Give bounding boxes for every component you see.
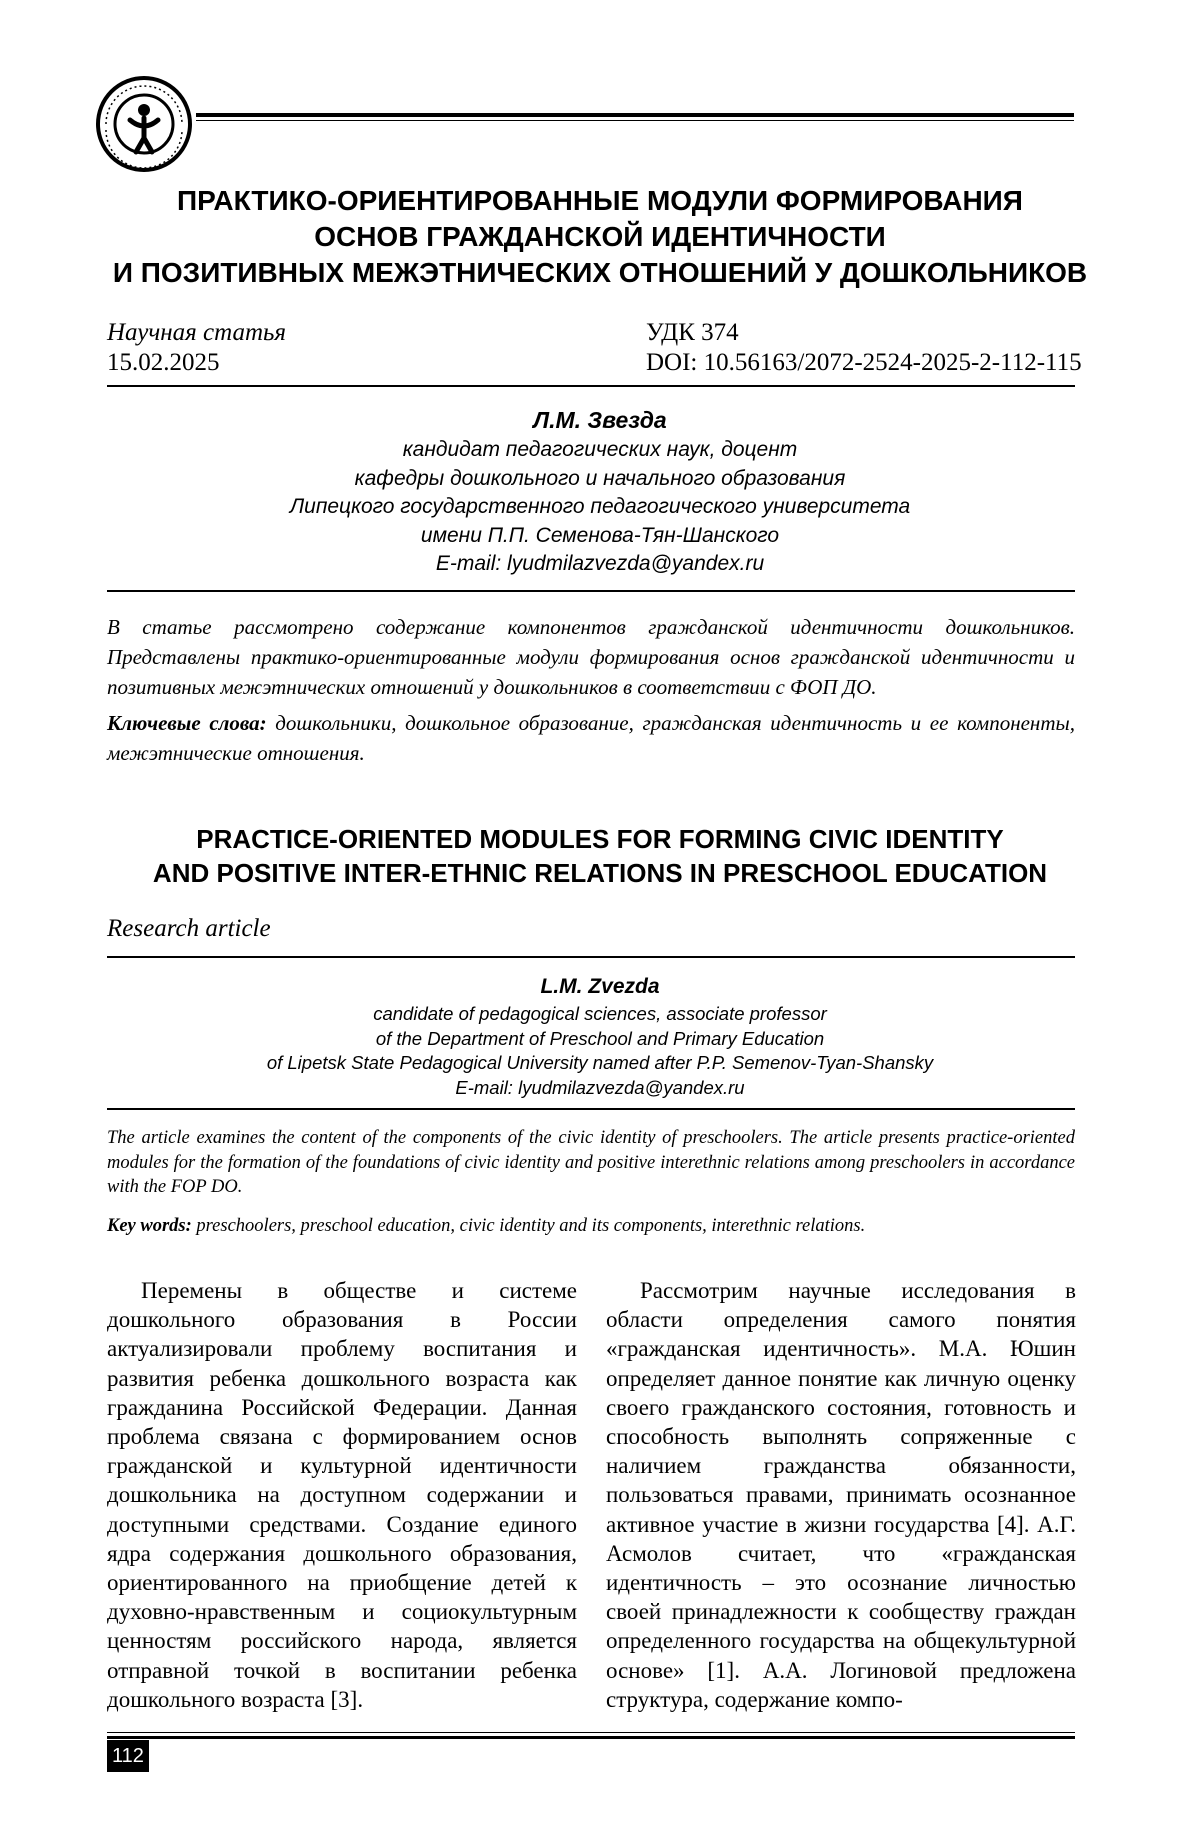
author-email[interactable]: E-mail: lyudmilazvezda@yandex.ru (435, 552, 765, 575)
footer-rule-thin (107, 1732, 1075, 1733)
meta-rule (107, 385, 1075, 387)
abstract-en (107, 1126, 1075, 1200)
title-ru-line: И ПОЗИТИВНЫХ МЕЖЭТНИЧЕСКИХ ОТНОШЕНИЙ У ДОШКОЛЬНИКОВ (112, 257, 1088, 288)
body-column-right (606, 1276, 1076, 1714)
author-name-ru: Л.М. Звезда (533, 407, 667, 433)
journal-logo-icon (94, 74, 194, 174)
abstract-en-text: The article examines the content of the components of the civic identity of preschoolers. The article presents practice-oriented modules for the formation of the foundations of civic identity and positive interethnic relations among preschoolers in accordance with the FOP DO. (107, 1128, 1075, 1197)
keywords-ru-text: дошкольники, дошкольное образование, гражданская идентичность и ее компоненты, межэтнические отношения. (107, 711, 1075, 765)
title-en-line: PRACTICE-ORIENTED MODULES FOR FORMING CIVIC IDENTITY (196, 824, 1004, 854)
author-rule-ru (107, 590, 1075, 592)
author-name-en: L.M. Zvezda (540, 975, 660, 998)
article-type-ru: Научная статья (107, 319, 287, 346)
keywords-label-en: Key words: (107, 1216, 192, 1236)
meta-rule-en (107, 956, 1075, 958)
body-paragraph: Перемены в обществе и системе дошкольного образования в России актуализировали проблему воспитания и развития ребенка дошкольного возраста как гражданина Российской Федерации. Данная проблема связана с формированием основ гражданской и культурной идентичности дошкольника на доступном содержании и доступными средствами. Создание единого ядра содержания дошкольного образования, ориентированного на приобщение детей к духовно-нравственным и социокультурным ценностям российского народа, является отправной точкой в воспитании ребенка дошкольного возраста [3]. (107, 1278, 577, 1712)
author-block-ru (100, 404, 1100, 579)
doi-link[interactable]: DOI: 10.56163/2072-2524-2025-2-112-115 (646, 349, 1082, 376)
keywords-en-text: preschoolers, preschool education, civic identity and its components, interethnic relations. (191, 1216, 866, 1236)
author-rule-en (107, 1108, 1075, 1110)
article-title-en (100, 822, 1100, 890)
keywords-label-ru: Ключевые слова: (107, 711, 267, 735)
article-date: 15.02.2025 (107, 349, 220, 376)
author-block-en (100, 972, 1100, 1100)
title-ru-line: ПРАКТИКО-ОРИЕНТИРОВАННЫЕ МОДУЛИ ФОРМИРОВАНИЯ (177, 185, 1023, 216)
author-affiliation-en: candidate of pedagogical sciences, associate professor (373, 1003, 827, 1024)
author-affiliation: Липецкого государственного педагогического университета (289, 495, 911, 518)
author-affiliation: имени П.П. Семенова-Тян-Шанского (420, 523, 780, 547)
udc-code: УДК 374 (646, 319, 739, 346)
keywords-en (107, 1214, 1075, 1239)
author-email-en[interactable]: E-mail: lyudmilazvezda@yandex.ru (455, 1076, 745, 1098)
abstract-ru (107, 612, 1075, 702)
article-title-ru (100, 183, 1100, 291)
article-meta-right (646, 318, 1082, 378)
article-type-en: Research article (107, 915, 271, 942)
keywords-ru (107, 708, 1075, 768)
footer-rule-thick (107, 1736, 1075, 1739)
header-rule-thin (196, 120, 1074, 121)
author-affiliation: кафедры дошкольного и начального образования (354, 466, 846, 490)
header-rule-thick (196, 113, 1074, 117)
title-ru-line: ОСНОВ ГРАЖДАНСКОЙ ИДЕНТИЧНОСТИ (314, 221, 886, 252)
abstract-ru-text: В статье рассмотрено содержание компонентов гражданской идентичности дошкольников. Представлены практико-ориентированные модули формирования основ гражданской идентичности и позитивных межэтнических отношений у дошкольников в соответствии с ФОП ДО. (107, 615, 1075, 699)
author-affiliation-en: of the Department of Preschool and Primary Education (375, 1027, 825, 1049)
page-number: 112 (107, 1740, 149, 1772)
body-column-left (107, 1276, 577, 1714)
body-paragraph: Рассмотрим научные исследования в области определения самого понятия «гражданская идентичность». М.А. Юшин определяет данное понятие как личную оценку своего гражданского состояния, готовность и способность выполнять сопряженные с наличием гражданства обязанности, пользоваться правами, принимать осознанное активное участие в жизни государства [4]. А.Г. Асмолов считает, что «гражданская идентичность – это осознание личностью своей принадлежности к сообществу граждан определенного государства на общекультурной основе» [1]. А.А. Логиновой предложена структура, содержание компо- (606, 1278, 1076, 1712)
author-affiliation: кандидат педагогических наук, доцент (402, 438, 798, 461)
title-en-line: AND POSITIVE INTER-ETHNIC RELATIONS IN PRESCHOOL EDUCATION (152, 858, 1048, 888)
article-meta-left (107, 318, 286, 378)
author-affiliation-en: of Lipetsk State Pedagogical University named after P.P. Semenov-Tyan-Shansky (266, 1052, 934, 1073)
